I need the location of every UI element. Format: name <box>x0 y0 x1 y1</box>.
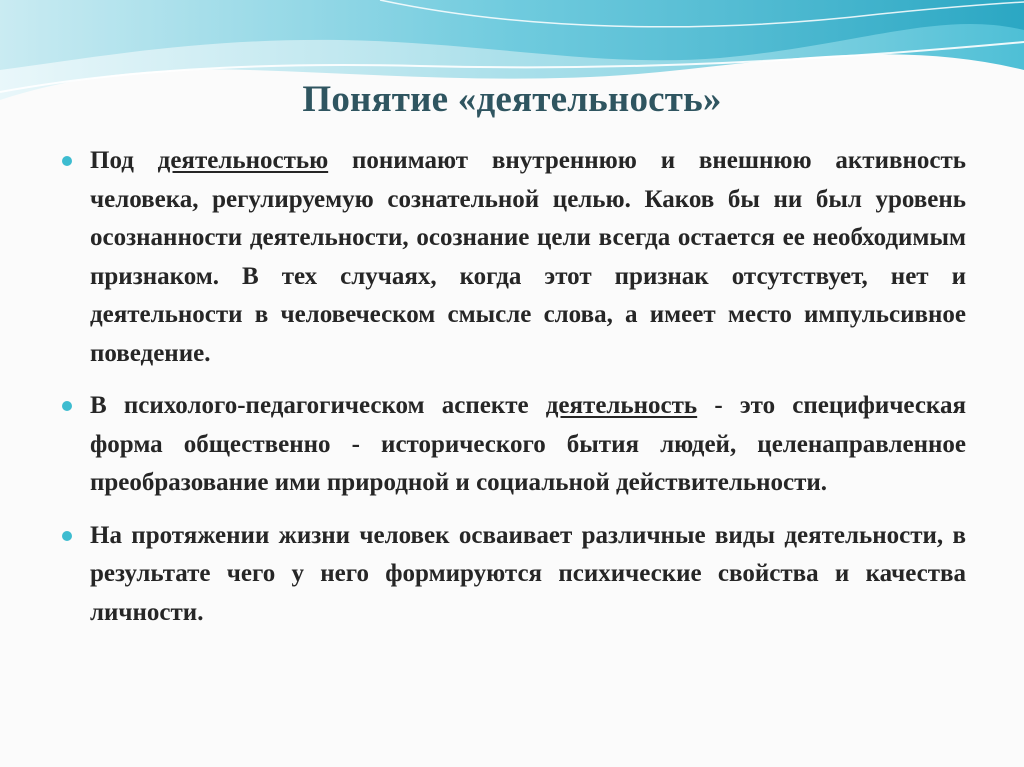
bullet-dot <box>62 401 72 411</box>
bullet-text-after: - это специфическая форма общественно - исторического бытия людей, целенаправленное преобразование ими природной и социальной действительности. <box>90 392 966 496</box>
bullet-term: деятельность <box>545 392 698 419</box>
bullet-text-after: понимают внутреннюю и внешнюю активность человека, регулируемую сознательной целью. Каков бы ни был уровень осознанности деятельности, осознание цели всегда остается ее необходимым признаком. В тех случаях, когда этот признак отсутствует, нет и деятельности в человеческом смысле слова, а имеет место импульсивное поведение. <box>90 147 966 367</box>
bullet-text-before: Под <box>90 147 158 174</box>
bullet-text-before: В психолого-педагогическом аспекте <box>90 392 546 419</box>
bullet-item <box>62 387 966 503</box>
bullet-item <box>62 142 966 373</box>
bullet-dot <box>62 156 72 166</box>
bullet-dot <box>62 531 72 541</box>
bullet-text-before: На протяжении жизни человек осваивает различные виды деятельности, в результате чего у него формируются психические свойства и качества личности. <box>90 521 966 626</box>
bullet-term: деятельностью <box>157 147 329 174</box>
bullet-item <box>62 517 966 633</box>
bullet-list <box>62 142 966 646</box>
slide-title: Понятие «деятельность» <box>302 79 722 120</box>
